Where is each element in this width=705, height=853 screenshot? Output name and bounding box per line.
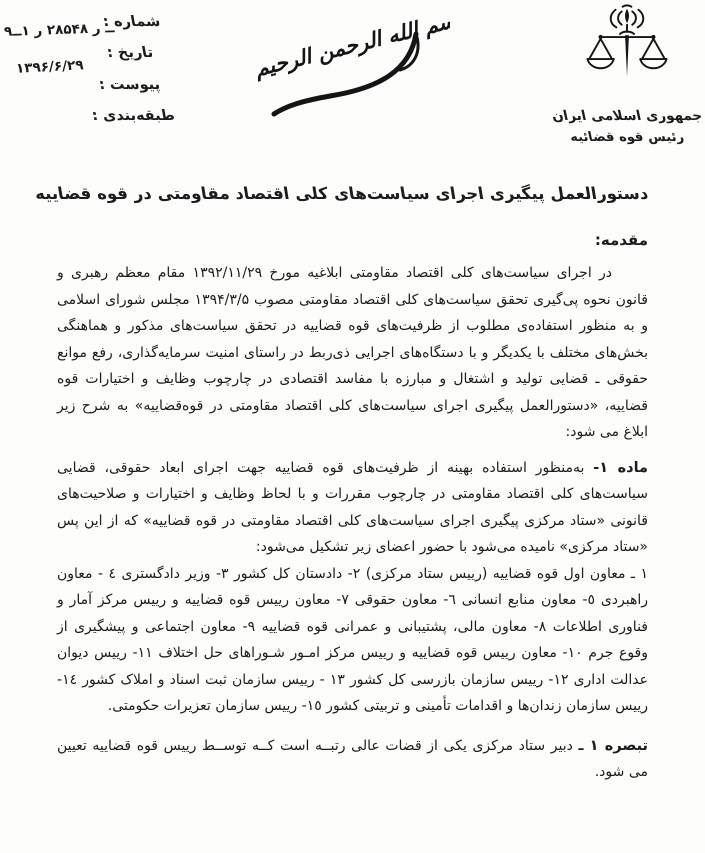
emblem-office-title: رئیس قوه قضائیه xyxy=(568,130,686,145)
field-attachment-label: پیوست : xyxy=(97,77,162,93)
document-body xyxy=(57,260,648,786)
bismillah-swash-icon xyxy=(230,0,450,130)
intro-paragraph: در اجرای سیاست‌های کلی اقتصاد مقاومتی ابلاغیه مورخ ۱۳۹۲/۱۱/۲۹ مقام معظم رهبری و قانون نحوه پی‌گیری تحقق سیاست‌های کلی اقتصاد مقاومتی مصوب ۱۳۹۴/۳/۵ مجلس شورای اسلامی و به منظور استفاده‌ی مطلوب از ظرفیت‌های قوه قضاییه در تحقق سیاست‌های مذکور و هماهنگی بخش‌های مختلف با یکدیگر و با دستگاه‌های اجرایی ذی‌ربط در راستای امنیت سرمایه‌گذاری، رفع موانع حقوقی ـ قضایی تولید و اشتغال و مبارزه با مفاسد اقتصادی در چارچوب وظایف و اختیارات قوه قضاییه، «دستورالعمل پیگیری اجرای سیاست‌های کلی اقتصاد مقاومتی در قوه‌قضاییه» به شرح زیر ابلاغ می شود: xyxy=(57,265,648,440)
field-date-label: تاریخ : xyxy=(105,45,155,61)
article1-label: ماده ۱- xyxy=(593,459,649,476)
bismillah-text: بسم الله الرحمن الرحیم xyxy=(252,6,450,82)
note1-label: تبصره ۱ ـ xyxy=(578,737,648,754)
bismillah-calligraphy xyxy=(230,0,450,130)
letterhead-emblem-block xyxy=(552,2,702,145)
field-number-label: شماره : xyxy=(101,14,162,30)
justice-scales-emblem-icon xyxy=(583,2,671,102)
field-number-value: ۹ــ ر ۲۸۵۴۸ ر ۱ــ xyxy=(3,20,115,40)
article1-text: به‌منظور استفاده بهینه از ظرفیت‌های قوه قضاییه جهت اجرای ابعاد حقوقی، قضایی سیاست‌های کلی اقتصاد مقاومتی در چارچوب مقررات و با لحاظ وظایف و اختیارات و صلاحیت‌های قانونی «ستاد مرکزی پیگیری اجرای سیاست‌های کلی اقتصاد مقاومتی در قوه قضاییه» که از این پس «ستاد مرکزی» نامیده می‌شود با حضور اعضای زیر تشکیل می‌شود: xyxy=(57,459,648,555)
field-date-value: ۱۳۹۶/۶/۲۹ xyxy=(15,57,84,77)
article1-paragraph xyxy=(57,455,648,561)
note1-paragraph xyxy=(57,733,648,786)
preamble-heading: مقدمه: xyxy=(594,231,648,249)
document-title: دستورالعمل پیگیری اجرای سیاست‌های کلی اقتصاد مقاومتی در قوه قضاییه xyxy=(33,184,650,203)
note1-text: دبیر ستاد مرکزی یکی از قضات عالی رتبــه است کــه توســط رییس قوه قضاییه تعیین می شود. xyxy=(57,737,648,780)
emblem-country-name: جمهوری اسلامی ایران xyxy=(550,108,704,124)
members-list-paragraph: ۱ ـ معاون اول قوه قضاییه (رییس ستاد مرکزی) ۲- دادستان کل کشور ۳- وزیر دادگستری ٤ - معاون راهبردی ٥- معاون منابع انسانی ٦- معاون حقوقی ۷- معاون رییس قوه قضاییه و رییس مرکز آمار و فناوری اطلاعات ۸- معاون مالی، پشتیبانی و عمرانی قوه قضاییه ۹- معاون اجتماعی و پیشگیری از وقوع جرم ۱۰- معاون رییس قوه قضاییه و رییس مرکز امـور شـوراهای حل اختلاف ۱۱- رییس دیوان عدالت اداری ۱۲- رییس سازمان بازرسی کل کشور ۱۳ - رییس سازمان ثبت اسناد و املاک کشور ۱٤- رییس سازمان زندان‌ها و اقدامات تأمینی و تربیتی کشور ۱٥- رییس سازمان تعزیرات حکومتی. xyxy=(57,565,649,714)
field-classification-label: طبقه‌بندی : xyxy=(90,108,177,124)
